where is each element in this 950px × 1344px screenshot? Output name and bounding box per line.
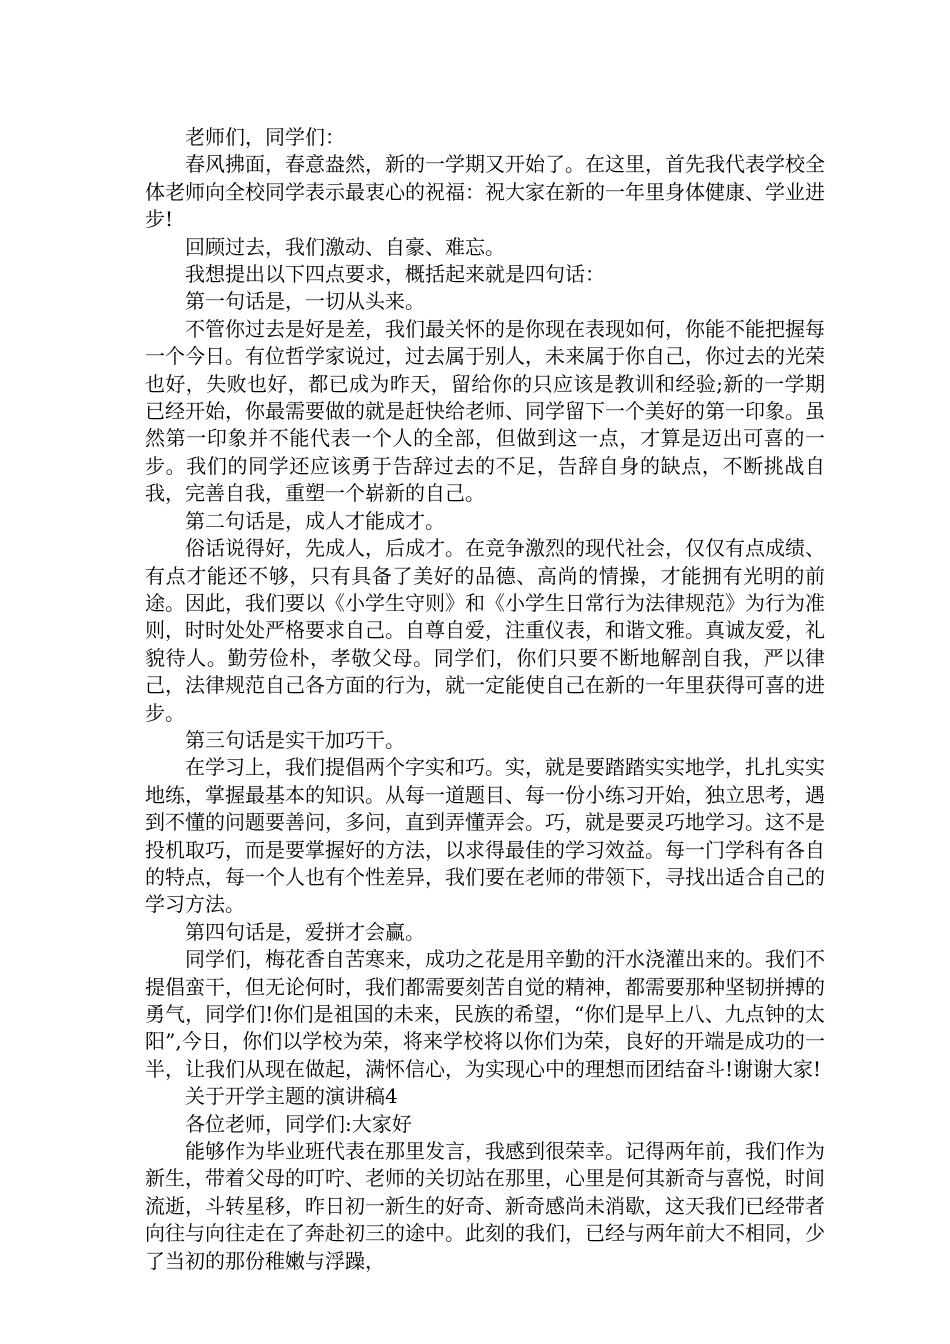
paragraph-graduate-speech: 能够作为毕业班代表在那里发言，我感到很荣幸。记得两年前，我们作为新生，带着父母的叮咛、老师的关切站在那里，心里是何其新奇与喜悦，时间流逝，斗转星移，昨日初一新生的好奇、新奇感尚未消歇，这天我们已经带者向往与向往走在了奔赴初三的途中。此刻的我们，已经与两年前大不相同，少了当初的那份稚嫩与浮躁， xyxy=(145,1139,825,1273)
paragraph-point-one-body: 不管你过去是好是差，我们最关怀的是你现在表现如何，你能不能把握每一个今日。有位哲学家说过，过去属于别人，未来属于你自己，你过去的光荣也好，失败也好，都已成为昨天，留给你的只应该是教训和经验;新的一学期已经开始，你最需要做的就是赶快给老师、同学留下一个美好的第一印象。虽然第一印象并不能代表一个人的全部，但做到这一点，才算是迈出可喜的一步。我们的同学还应该勇于告辞过去的不足，告辞自身的缺点，不断挑战自我，完善自我，重塑一个崭新的自己。 xyxy=(145,316,825,506)
paragraph-review: 回顾过去，我们激动、自豪、难忘。 xyxy=(185,234,505,259)
paragraph-greeting: 老师们，同学们： xyxy=(185,125,345,149)
paragraph-point-three-body: 在学习上，我们提倡两个字实和巧。实，就是要踏踏实实地学，扎扎实实地练，掌握最基本的知识。从每一道题目、每一份小练习开始，独立思考，遇到不懂的问题要善问，多问，直到弄懂弄会。巧，就是要灵巧地学习。这不是投机取巧，而是要掌握好的方法，以求得最佳的学习效益。每一门学科有各自的特点，每一个人也有个性差异，我们要在老师的带领下，寻找出适合自己的学习方法。 xyxy=(145,755,825,917)
paragraph-point-four-title: 第四句话是，爱拼才会赢。 xyxy=(185,919,425,944)
paragraph-opening: 春风拂面，春意盎然，新的一学期又开始了。在这里，首先我代表学校全体老师向全校同学表示最衷心的祝福：祝大家在新的一年里身体健康、学业进步! xyxy=(145,152,825,232)
section-heading-speech-4: 关于开学主题的演讲稿4 xyxy=(185,1084,398,1109)
paragraph-four-requests: 我想提出以下四点要求，概括起来就是四句话： xyxy=(185,262,605,287)
paragraph-salutation: 各位老师，同学们:大家好 xyxy=(185,1111,412,1136)
paragraph-point-two-body: 俗话说得好，先成人，后成才。在竞争激烈的现代社会，仅仅有点成绩、有点才能还不够，只有具备了美好的品德、高尚的情操，才能拥有光明的前途。因此，我们要以《小学生守则》和《小学生日常行为法律规范》为行为准则，时时处处严格要求自己。自尊自爱，注重仪表，和谐文雅。真诚友爱，礼貌待人。勤劳俭朴，孝敬父母。同学们，你们只要不断地解剖自我，严以律己，法律规范自己各方面的行为，就一定能使自己在新的一年里获得可喜的进步。 xyxy=(145,536,825,725)
paragraph-point-four-body: 同学们，梅花香自苦寒来，成功之花是用辛勤的汗水浇灌出来的。我们不提倡蛮干，但无论何时，我们都需要刻苦自觉的精神，都需要那种坚韧拼搏的勇气，同学们!你们是祖国的未来，民族的希望，“你们是早上八、九点钟的太阳”,今日，你们以学校为荣，将来学校将以你们为荣，良好的开端是成功的一半，让我们从现在做起，满怀信心，为实现心中的理想而团结奋斗!谢谢大家! xyxy=(145,947,825,1081)
document-body xyxy=(145,124,825,1275)
paragraph-point-three-title: 第三句话是实干加巧干。 xyxy=(185,727,405,752)
paragraph-point-two-title: 第二句话是，成人才能成才。 xyxy=(185,508,445,533)
paragraph-point-one-title: 第一句话是，一切从头来。 xyxy=(185,289,425,314)
